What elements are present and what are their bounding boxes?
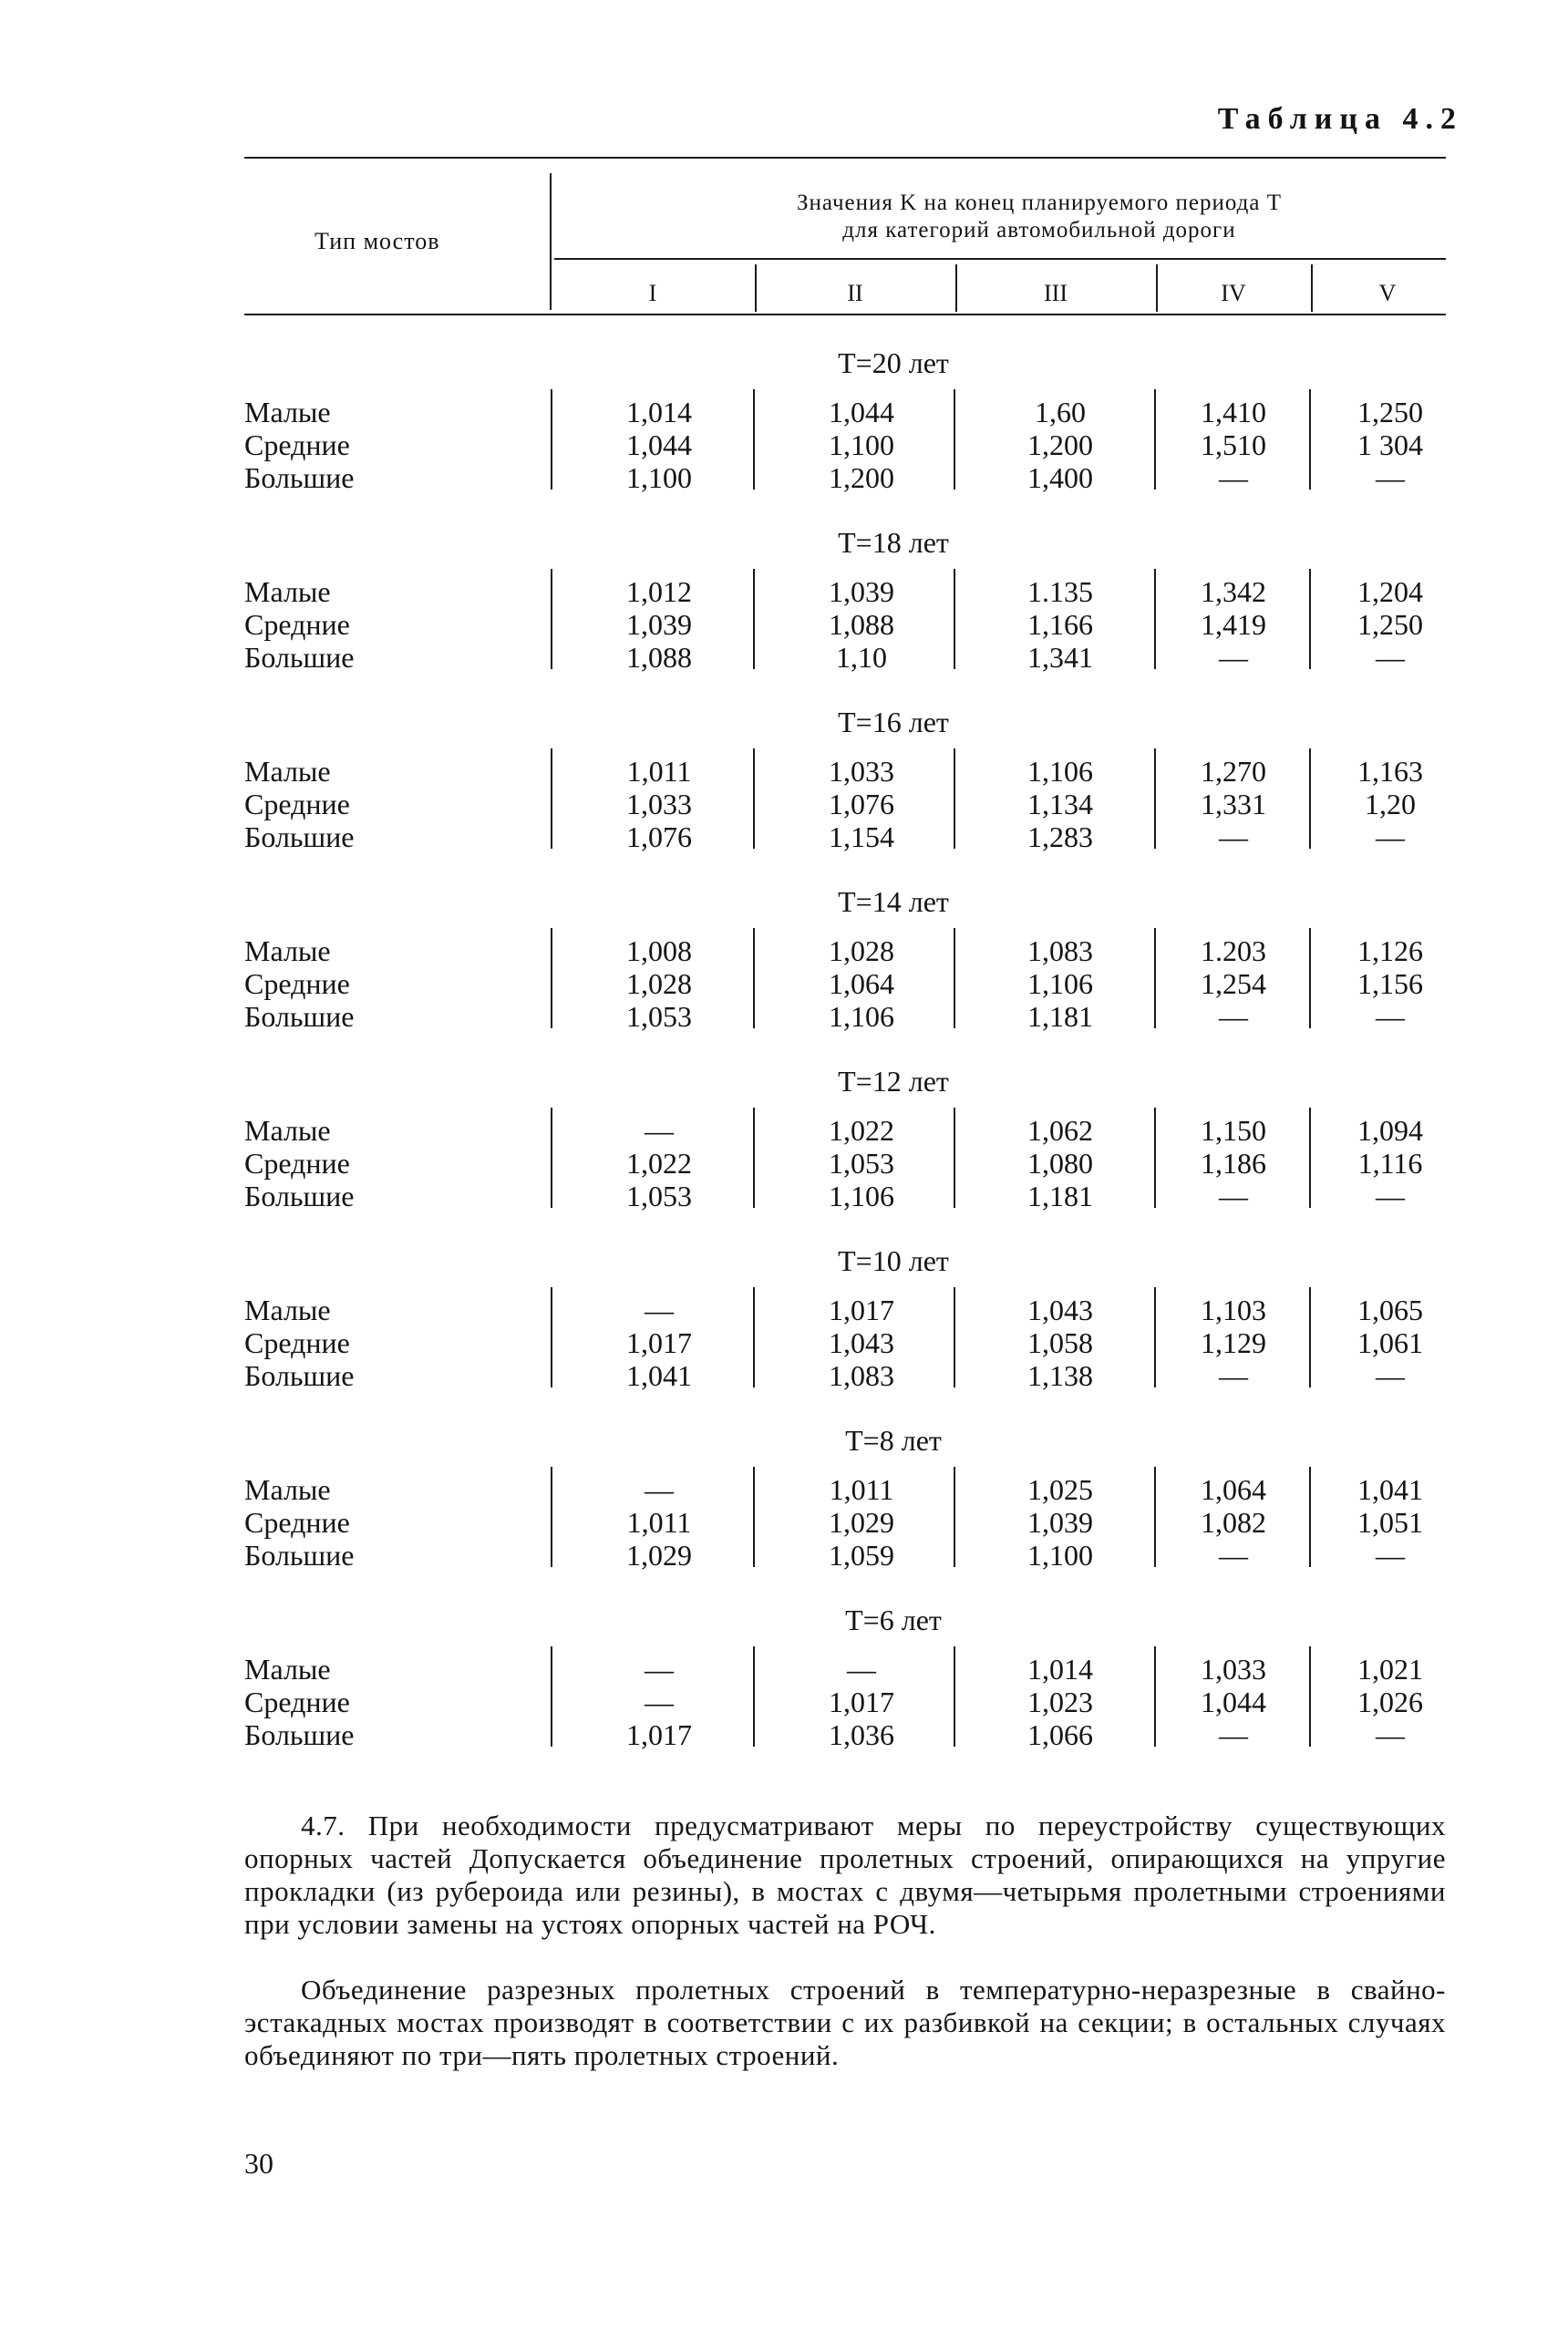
cell-category-1: 1,039 [626,608,692,641]
cell-category-1: — [645,1686,674,1718]
column-divider [954,1467,955,1567]
cell-category-1: 1,041 [626,1359,692,1392]
paragraph-4-7: 4.7. При необходимости предусматривают меры по переустройству существующих опорных частей Допускается объединение пролетных строений, опирающихся на упругие прокладки (из рубероида или резины), в мостах с двумя—четырьмя пролетными строениями при условии замены на устоях опорных частей на РОЧ. [244,1810,1446,1940]
table-row [0,1000,1568,1033]
column-divider [753,1287,755,1387]
header-sub-rule [554,258,1446,260]
cell-category-3: 1,014 [1027,1653,1093,1686]
table-row [0,575,1568,608]
cell-category-1: 1,088 [626,641,692,674]
cell-category-5: 1,250 [1357,396,1423,428]
cell-category-2: 1,029 [829,1506,894,1539]
cell-category-3: 1,106 [1027,967,1093,1000]
table-row [0,967,1568,1000]
column-divider [1309,569,1311,669]
cell-category-5: 1,026 [1357,1686,1423,1718]
table-row [0,608,1568,641]
table-row [0,1359,1568,1392]
period-section [0,1244,1568,1424]
cell-category-4: — [1219,461,1248,494]
cell-category-3: 1,066 [1027,1718,1093,1751]
cell-category-2: 1,106 [829,1180,894,1212]
cell-category-1: 1,017 [626,1326,692,1359]
cell-category-3: 1,134 [1027,788,1093,820]
cell-category-2: 1,083 [829,1359,894,1392]
cell-category-3: 1,138 [1027,1359,1093,1392]
cell-category-3: 1,166 [1027,608,1093,641]
header-category-2: II [847,280,863,306]
cell-category-3: 1,283 [1027,820,1093,853]
cell-category-5: 1,250 [1357,608,1423,641]
cell-category-5: — [1376,461,1405,494]
header-category-3: III [1044,280,1068,306]
table-row [0,1473,1568,1506]
period-heading: T=18 лет [838,526,949,559]
cell-category-4: 1,419 [1201,608,1266,641]
cell-category-2: 1,100 [829,428,894,461]
cell-category-4: — [1219,820,1248,853]
row-label: Средние [244,1506,350,1539]
column-divider [1309,389,1311,490]
table-row [0,1539,1568,1572]
cell-category-3: 1,200 [1027,428,1093,461]
column-divider [551,928,552,1028]
row-label: Большие [244,820,355,853]
table-row [0,1294,1568,1326]
cell-category-2: 1,028 [829,934,894,967]
header-category-4: IV [1221,280,1246,306]
column-divider [1154,1467,1156,1567]
column-divider [551,748,552,849]
cell-category-3: 1,039 [1027,1506,1093,1539]
cell-category-5: — [1376,1539,1405,1572]
row-label: Средние [244,967,350,1000]
cell-category-5: 1,126 [1357,934,1423,967]
table-row [0,755,1568,788]
cell-category-5: 1,021 [1357,1653,1423,1686]
cell-category-2: 1,088 [829,608,894,641]
table-top-rule [244,157,1446,159]
header-divider [550,173,552,310]
cell-category-4: — [1219,1000,1248,1033]
cell-category-3: 1,043 [1027,1294,1093,1326]
cell-category-3: 1,181 [1027,1000,1093,1033]
cell-category-5: — [1376,1718,1405,1751]
cell-category-1: 1,029 [626,1539,692,1572]
column-divider [1154,928,1156,1028]
table-row [0,641,1568,674]
cell-category-4: 1,510 [1201,428,1266,461]
cell-category-1: 1,053 [626,1180,692,1212]
cell-category-3: 1,60 [1035,396,1086,428]
table-row [0,820,1568,853]
cell-category-4: 1,186 [1201,1147,1266,1180]
cell-category-3: 1,058 [1027,1326,1093,1359]
cell-category-3: 1,025 [1027,1473,1093,1506]
column-divider [1154,748,1156,849]
cell-category-5: 1,065 [1357,1294,1423,1326]
cell-category-3: 1,181 [1027,1180,1093,1212]
cell-category-3: 1.135 [1027,575,1093,608]
header-category-5: V [1378,280,1397,306]
column-divider [1154,569,1156,669]
column-divider [954,748,955,849]
row-label: Большие [244,1180,355,1212]
table-row [0,396,1568,428]
cell-category-5: — [1376,820,1405,853]
column-divider [551,1646,552,1747]
cell-category-2: 1,059 [829,1539,894,1572]
header-category-1: I [648,280,657,306]
paragraph-continuation: Объединение разрезных пролетных строений в температурно-неразрезные в свайно-эстакадных мостах производят в соответствии с их разбивкой на секции; в остальных случаях объединяют по три—пять пролетных строений. [244,1974,1446,2071]
table-row [0,428,1568,461]
header-values-line2: для категорий автомобильной дороги [842,218,1236,242]
header-values-line1: Значения K на конец планируемого периода T [796,191,1282,215]
cell-category-1: 1,053 [626,1000,692,1033]
row-label: Большие [244,461,355,494]
cell-category-4: 1,410 [1201,396,1266,428]
cell-category-3: 1,062 [1027,1114,1093,1147]
row-label: Средние [244,1686,350,1718]
cell-category-1: — [645,1473,674,1506]
header-cat-divider-3 [1156,264,1158,312]
cell-category-4: 1,150 [1201,1114,1266,1147]
period-section [0,526,1568,706]
column-divider [1154,389,1156,490]
row-label: Средние [244,428,350,461]
column-divider [753,1646,755,1747]
cell-category-3: 1,400 [1027,461,1093,494]
cell-category-5: 1 304 [1357,428,1423,461]
column-divider [954,1646,955,1747]
cell-category-5: — [1376,1359,1405,1392]
cell-category-4: — [1219,641,1248,674]
cell-category-4: — [1219,1718,1248,1751]
cell-category-1: 1,008 [626,934,692,967]
column-divider [1309,1467,1311,1567]
cell-category-1: 1,028 [626,967,692,1000]
cell-category-2: 1,200 [829,461,894,494]
column-divider [1154,1287,1156,1387]
cell-category-2: 1,017 [829,1686,894,1718]
table-row [0,1653,1568,1686]
column-divider [1309,928,1311,1028]
cell-category-1: 1,033 [626,788,692,820]
cell-category-3: 1,023 [1027,1686,1093,1718]
period-heading: T=6 лет [845,1604,942,1636]
cell-category-4: 1,033 [1201,1653,1266,1686]
table-row [0,1506,1568,1539]
row-label: Малые [244,1294,331,1326]
cell-category-5: 1,051 [1357,1506,1423,1539]
cell-category-1: 1,017 [626,1718,692,1751]
header-bridge-type: Тип мостов [315,228,440,254]
cell-category-5: 1,20 [1365,788,1416,820]
header-cat-divider-2 [955,264,957,312]
row-label: Большие [244,641,355,674]
period-section [0,1065,1568,1244]
period-heading: T=20 лет [838,346,949,379]
column-divider [551,389,552,490]
table-row [0,788,1568,820]
column-divider [753,1108,755,1208]
cell-category-2: 1,039 [829,575,894,608]
column-divider [954,1287,955,1387]
cell-category-4: 1,129 [1201,1326,1266,1359]
cell-category-4: 1,064 [1201,1473,1266,1506]
cell-category-1: — [645,1294,674,1326]
row-label: Средние [244,1147,350,1180]
cell-category-4: 1,254 [1201,967,1266,1000]
period-heading: T=12 лет [838,1065,949,1098]
row-label: Большие [244,1539,355,1572]
column-divider [1309,1646,1311,1747]
column-divider [551,1108,552,1208]
cell-category-2: 1,106 [829,1000,894,1033]
cell-category-1: — [645,1653,674,1686]
column-divider [1309,748,1311,849]
cell-category-4: 1,103 [1201,1294,1266,1326]
cell-category-3: 1,080 [1027,1147,1093,1180]
cell-category-4: — [1219,1359,1248,1392]
column-divider [954,389,955,490]
column-divider [551,1467,552,1567]
column-divider [1309,1108,1311,1208]
column-divider [753,569,755,669]
row-label: Средние [244,1326,350,1359]
row-label: Малые [244,934,331,967]
cell-category-3: 1,100 [1027,1539,1093,1572]
period-section [0,346,1568,526]
table-row [0,1114,1568,1147]
cell-category-5: 1,061 [1357,1326,1423,1359]
header-bottom-rule [244,314,1446,315]
cell-category-1: — [645,1114,674,1147]
column-divider [954,1108,955,1208]
cell-category-5: 1,116 [1357,1147,1423,1180]
column-divider [1309,1287,1311,1387]
table-row [0,1326,1568,1359]
header-values [638,190,1440,244]
cell-category-5: — [1376,641,1405,674]
cell-category-5: 1,156 [1357,967,1423,1000]
cell-category-1: 1,014 [626,396,692,428]
cell-category-5: 1,041 [1357,1473,1423,1506]
column-divider [753,389,755,490]
table-row [0,461,1568,494]
cell-category-4: 1,331 [1201,788,1266,820]
column-divider [551,569,552,669]
row-label: Большие [244,1000,355,1033]
column-divider [753,1467,755,1567]
cell-category-3: 1,341 [1027,641,1093,674]
cell-category-2: — [847,1653,876,1686]
cell-category-2: 1,036 [829,1718,894,1751]
cell-category-1: 1,076 [626,820,692,853]
cell-category-4: 1,270 [1201,755,1266,788]
row-label: Большие [244,1359,355,1392]
period-section [0,885,1568,1065]
cell-category-2: 1,022 [829,1114,894,1147]
cell-category-3: 1,106 [1027,755,1093,788]
table-row [0,934,1568,967]
cell-category-2: 1,053 [829,1147,894,1180]
page-number: 30 [244,2147,273,2180]
cell-category-3: 1,083 [1027,934,1093,967]
period-heading: T=8 лет [845,1424,942,1457]
cell-category-2: 1,10 [836,641,887,674]
cell-category-5: 1,163 [1357,755,1423,788]
table-row [0,1180,1568,1212]
cell-category-2: 1,033 [829,755,894,788]
row-label: Малые [244,396,331,428]
header-cat-divider-1 [755,264,757,312]
cell-category-2: 1,154 [829,820,894,853]
cell-category-5: — [1376,1000,1405,1033]
cell-category-5: — [1376,1180,1405,1212]
row-label: Средние [244,788,350,820]
cell-category-1: 1,011 [626,755,692,788]
row-label: Малые [244,1653,331,1686]
cell-category-5: 1,204 [1357,575,1423,608]
column-divider [954,569,955,669]
cell-category-1: 1,044 [626,428,692,461]
cell-category-4: — [1219,1180,1248,1212]
cell-category-4: — [1219,1539,1248,1572]
column-divider [753,748,755,849]
table-row [0,1718,1568,1751]
period-section [0,1604,1568,1783]
column-divider [551,1287,552,1387]
cell-category-2: 1,017 [829,1294,894,1326]
row-label: Малые [244,575,331,608]
cell-category-2: 1,064 [829,967,894,1000]
cell-category-2: 1,044 [829,396,894,428]
cell-category-4: 1,082 [1201,1506,1266,1539]
cell-category-4: 1.203 [1201,934,1266,967]
header-cat-divider-4 [1311,264,1313,312]
cell-category-4: 1,044 [1201,1686,1266,1718]
table-row [0,1147,1568,1180]
table-row [0,1686,1568,1718]
period-heading: T=14 лет [838,885,949,918]
period-section [0,1424,1568,1604]
table-caption: Таблица 4.2 [1217,102,1463,136]
cell-category-1: 1,012 [626,575,692,608]
column-divider [753,928,755,1028]
cell-category-1: 1,022 [626,1147,692,1180]
row-label: Малые [244,755,331,788]
period-heading: T=10 лет [838,1244,949,1277]
cell-category-1: 1,100 [626,461,692,494]
cell-category-4: 1,342 [1201,575,1266,608]
period-heading: T=16 лет [838,706,949,738]
cell-category-2: 1,076 [829,788,894,820]
cell-category-1: 1,011 [626,1506,692,1539]
column-divider [1154,1646,1156,1747]
cell-category-2: 1,043 [829,1326,894,1359]
cell-category-5: 1,094 [1357,1114,1423,1147]
row-label: Малые [244,1473,331,1506]
row-label: Малые [244,1114,331,1147]
row-label: Большие [244,1718,355,1751]
column-divider [1154,1108,1156,1208]
column-divider [954,928,955,1028]
row-label: Средние [244,608,350,641]
period-section [0,706,1568,885]
cell-category-2: 1,011 [829,1473,894,1506]
